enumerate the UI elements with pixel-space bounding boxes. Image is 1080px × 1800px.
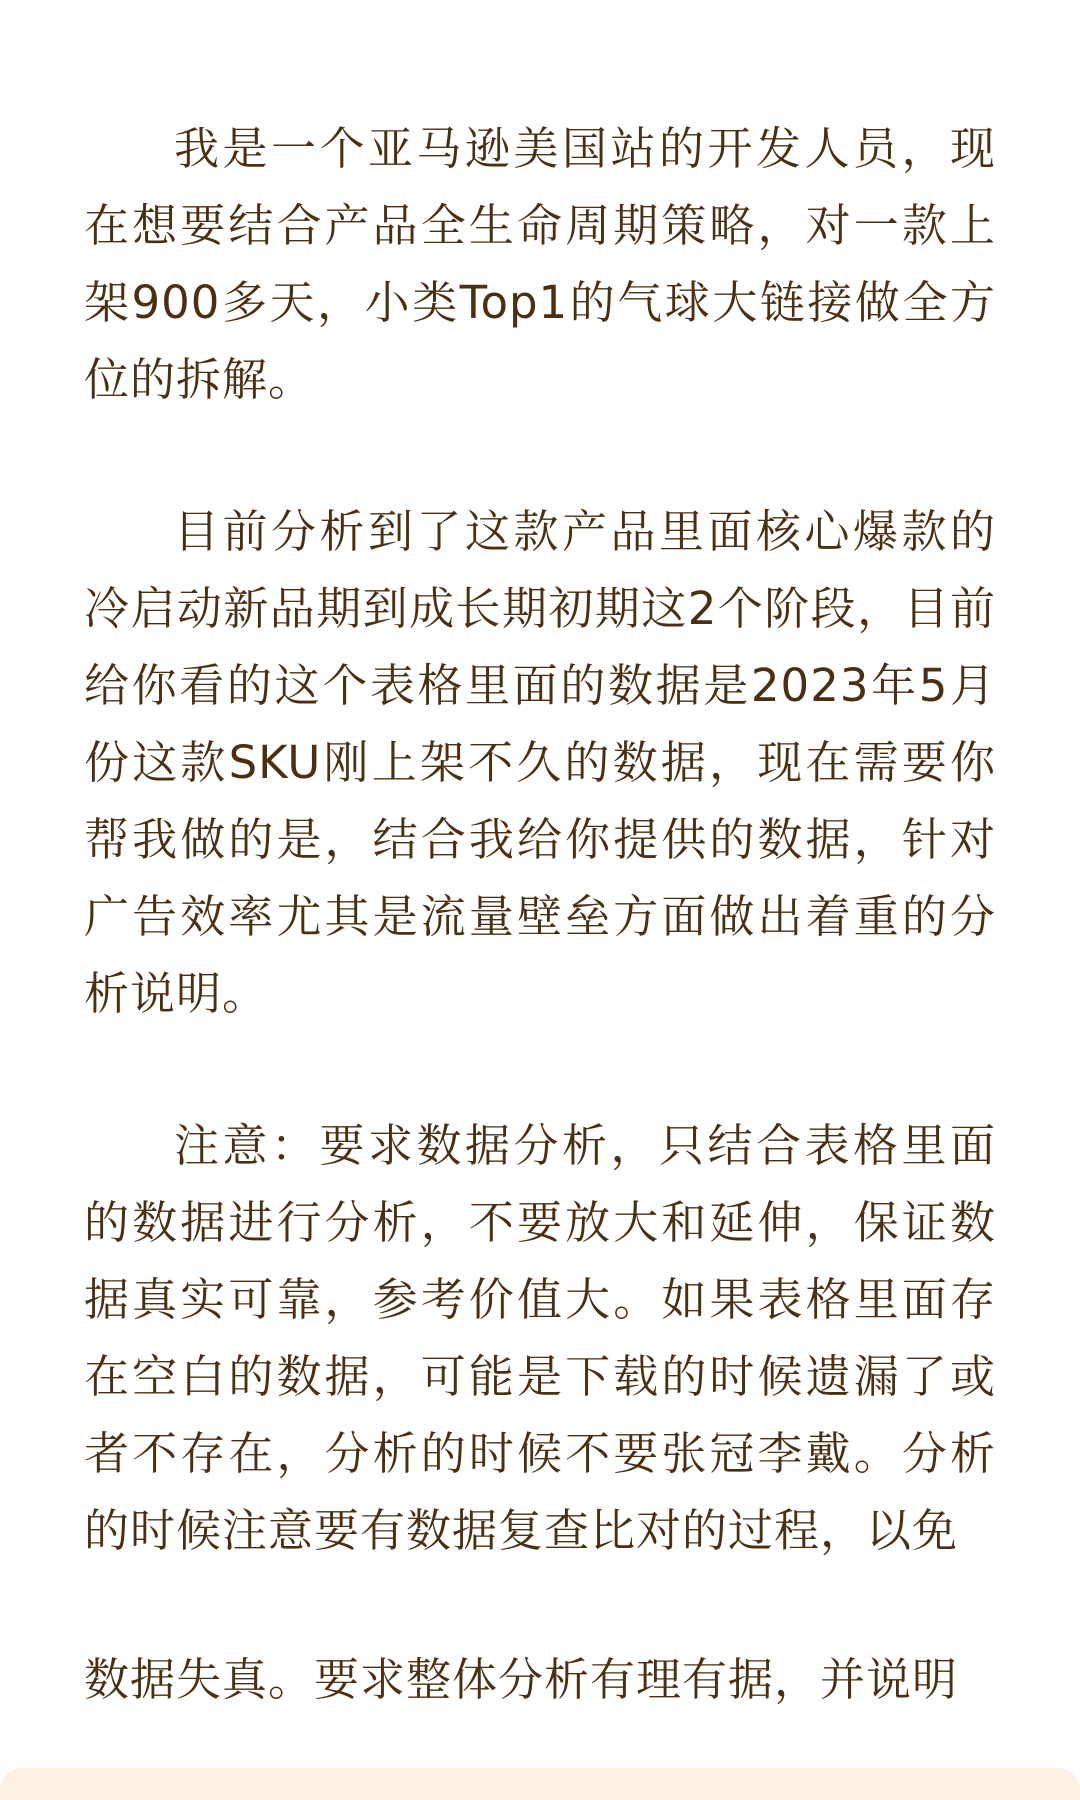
paragraph-task: 目前分析到了这款产品里面核心爆款的冷启动新品期到成长期初期这2个阶段，目前给你看的这个表格里面的数据是2023年5月份这款SKU刚上架不久的数据，现在需要你帮我做的是，结合我给你提供的数据，针对广告效率尤其是流量壁垒方面做出着重的分析说明。 bbox=[84, 505, 996, 1020]
paragraph-intro: 我是一个亚马逊美国站的开发人员，现在想要结合产品全生命周期策略，对一款上架900多天，小类Top1的气球大链接做全方位的拆解。 bbox=[84, 122, 996, 406]
document-body bbox=[84, 110, 996, 1718]
footer-bar bbox=[0, 1768, 1080, 1800]
paragraph-gap bbox=[84, 418, 996, 493]
paragraph-continuation: 数据失真。要求整体分析有理有据，并说明 bbox=[84, 1653, 959, 1706]
paragraph-gap bbox=[84, 1032, 996, 1107]
paragraph-notice: 注意：要求数据分析，只结合表格里面的数据进行分析，不要放大和延伸，保证数据真实可靠，参考价值大。如果表格里面存在空白的数据，可能是下载的时候遗漏了或者不存在，分析的时候不要张冠李戴。分析的时候注意要有数据复查比对的过程，以免 bbox=[84, 1119, 996, 1557]
paragraph-gap bbox=[84, 1569, 996, 1641]
